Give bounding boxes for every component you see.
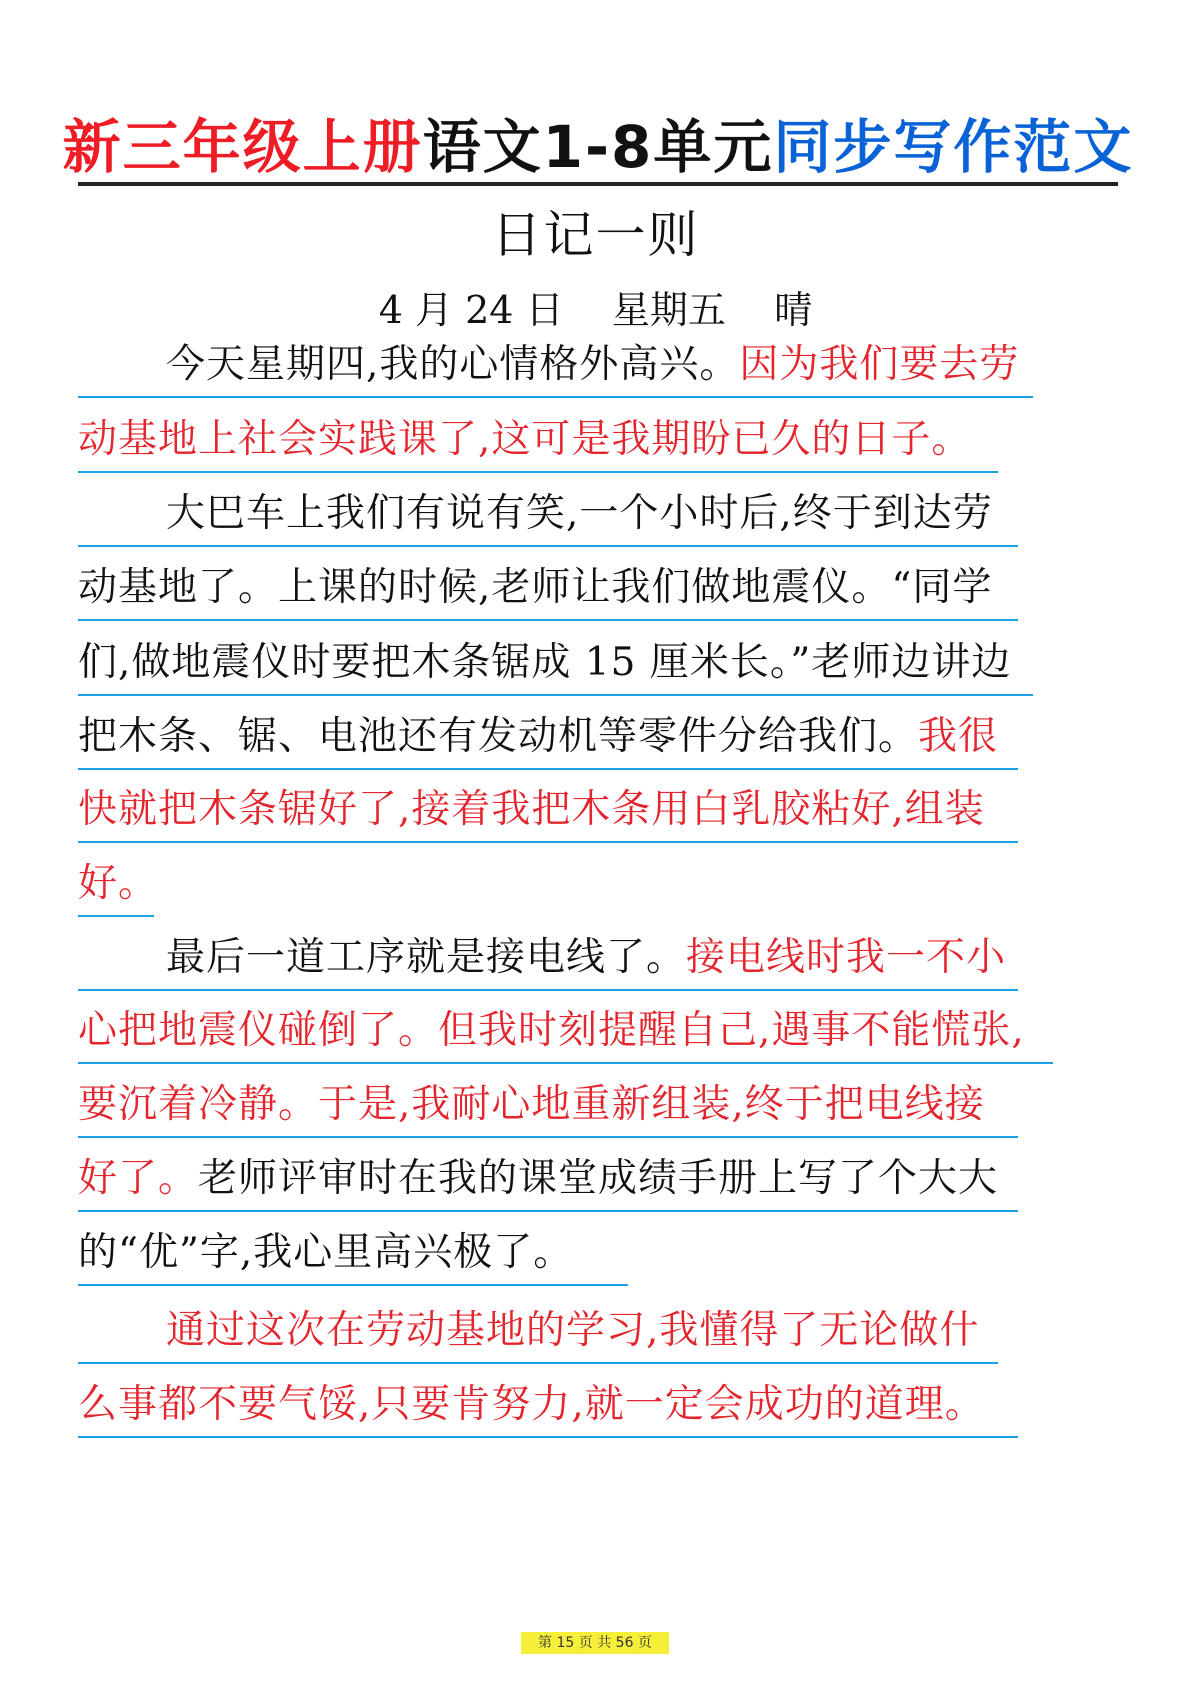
body-text: 今天星期四,我的心情格外高兴。 (166, 342, 740, 387)
text-line (78, 779, 1018, 843)
highlighted-text: 因为我们要去劳 (739, 342, 1020, 387)
body-text: 最后一道工序就是接电线了。 (166, 935, 687, 980)
essay-title: 日记一则 (491, 206, 700, 264)
body-text: 的“优”字,我心里高兴极了。 (78, 1230, 574, 1275)
text-line (78, 706, 1018, 770)
highlighted-text: 心把地震仪碰倒了。但我时刻提醒自己,遇事不能慌张, (78, 1008, 1025, 1053)
diary-dateline: 4 月 24 日 星期五 晴 (378, 288, 813, 332)
text-line (78, 1148, 1018, 1212)
header-topic-text: 同步写作范文 (773, 113, 1134, 181)
text-line (78, 632, 1033, 696)
highlighted-text: 快就把木条锯好了,接着我把木条用白乳胶粘好,组装 (78, 787, 985, 832)
text-line (78, 557, 1018, 621)
text-line (78, 1074, 1018, 1138)
body-text: 动基地了。上课的时候,老师让我们做地震仪。“同学 (78, 565, 993, 610)
text-line (78, 1374, 1018, 1438)
text-line (78, 483, 1018, 547)
highlighted-text: 通过这次在劳动基地的学习,我懂得了无论做什 (166, 1308, 980, 1353)
header-grade-text: 新三年级上册 (62, 113, 423, 181)
text-line (78, 1300, 998, 1364)
text-line (78, 927, 1018, 991)
text-line (78, 409, 998, 473)
text-line (78, 1222, 628, 1286)
page-number: 第 15 页 共 56 页 (521, 1632, 669, 1654)
text-line (78, 1000, 1053, 1064)
highlighted-text: 接电线时我一不小 (686, 935, 1007, 980)
body-text: 老师评审时在我的课堂成绩手册上写了个大大 (198, 1156, 999, 1201)
body-text: 把木条、锯、电池还有发动机等零件分给我们。 (78, 714, 919, 759)
highlighted-text: 要沉着冷静。于是,我耐心地重新组装,终于把电线接 (78, 1082, 985, 1127)
highlighted-text: 好了。 (78, 1156, 199, 1201)
highlighted-text: 动基地上社会实践课了,这可是我期盼已久的日子。 (78, 417, 972, 462)
body-text: 们,做地震仪时要把木条锯成 15 厘米长。”老师边讲边 (78, 640, 1012, 685)
header-subject-text: 语文1-8单元 (422, 113, 774, 181)
body-text: 大巴车上我们有说有笑,一个小时后,终于到达劳 (166, 491, 993, 536)
highlighted-text: 好。 (78, 861, 159, 906)
highlighted-text: 我很 (918, 714, 999, 759)
text-line (78, 853, 159, 917)
document-header (62, 100, 1134, 181)
text-line (78, 334, 1033, 398)
highlighted-text: 么事都不要气馁,只要肯努力,就一定会成功的道理。 (78, 1382, 985, 1427)
header-divider (78, 182, 1118, 186)
